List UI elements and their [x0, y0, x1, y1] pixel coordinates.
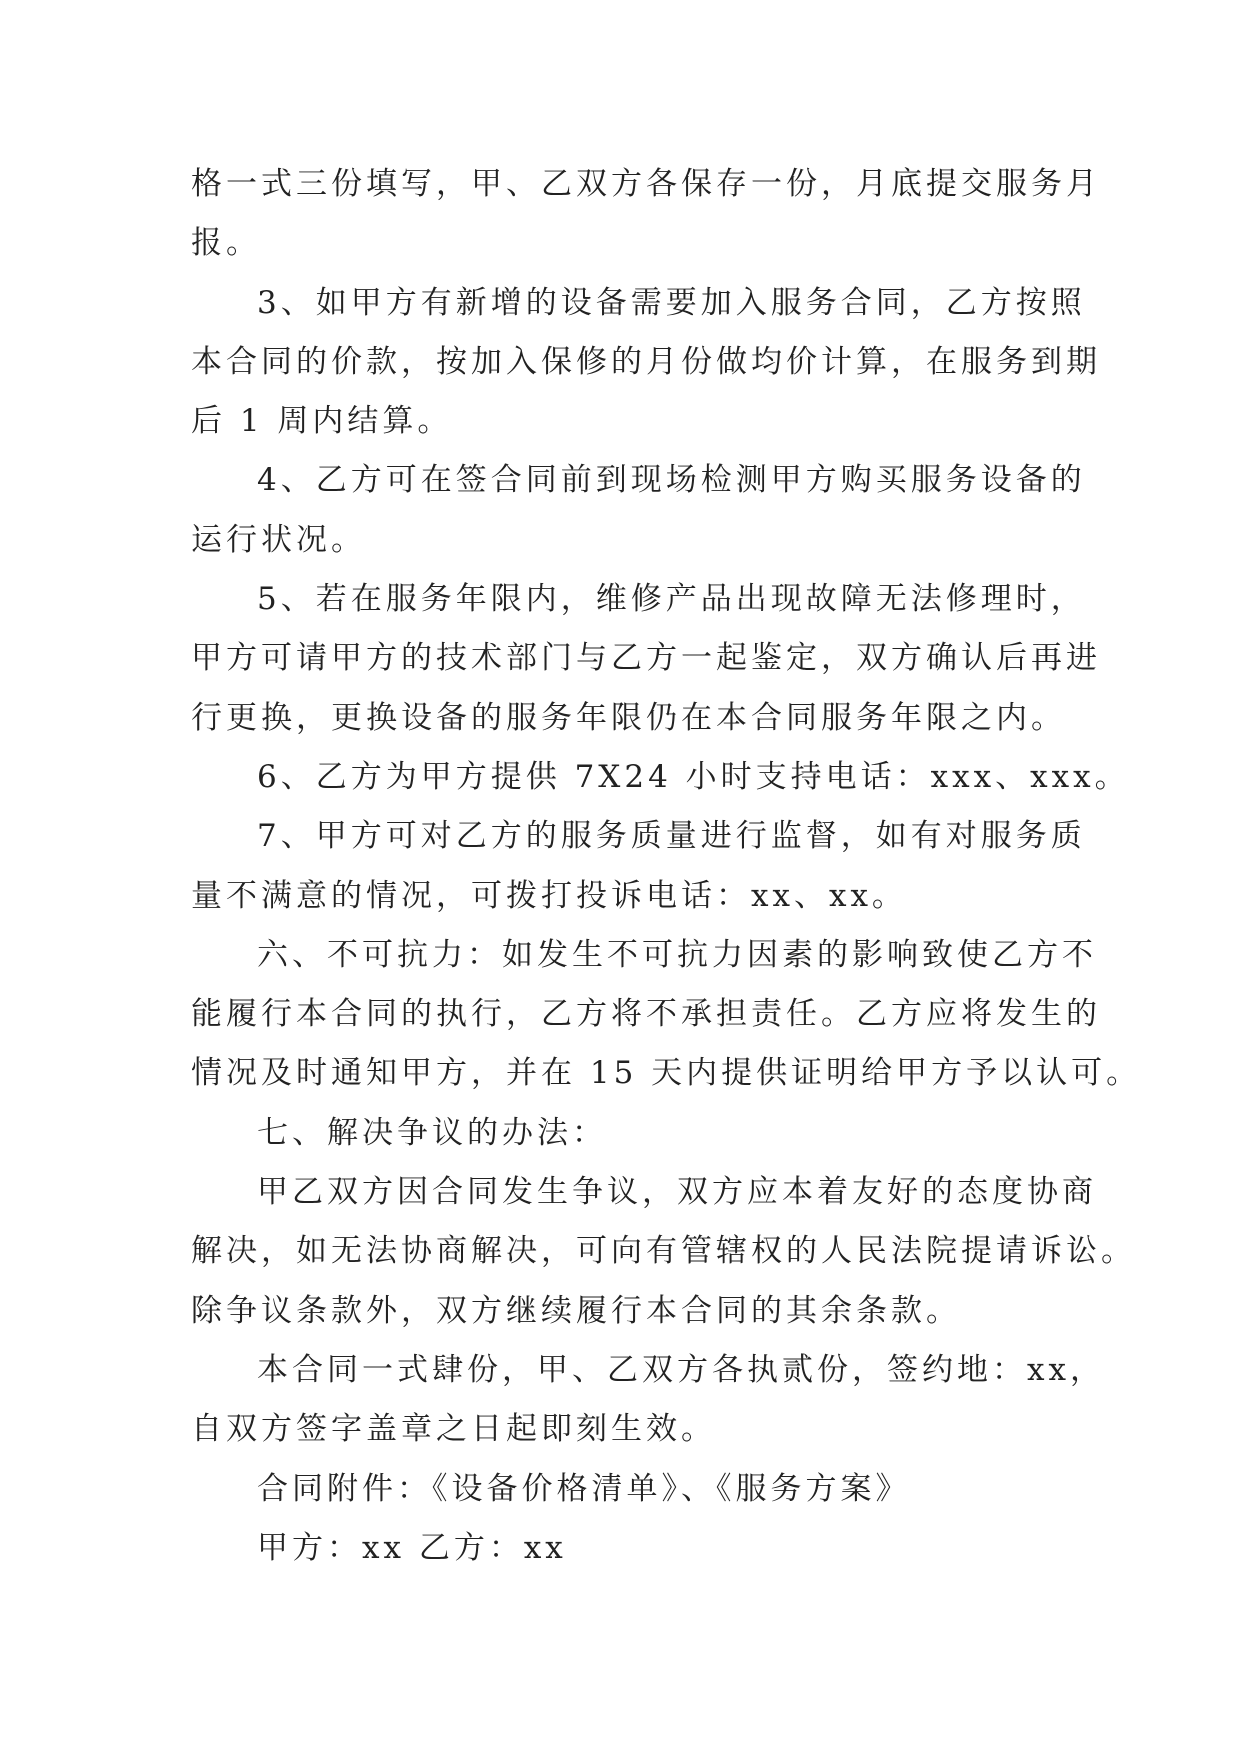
text-line: 量不满意的情况，可拨打投诉电话：xx、xx。 [191, 877, 907, 914]
paragraph-dispute-resolution [191, 1163, 1136, 1341]
text-line: 甲方可请甲方的技术部门与乙方一起鉴定，双方确认后再进 [191, 640, 1101, 677]
paragraph-clause-4 [191, 451, 1086, 570]
contract-body [191, 155, 1142, 1578]
paragraph-attachments [191, 1460, 1061, 1519]
text-line: 4、乙方可在签合同前到现场检测甲方购买服务设备的 [257, 462, 1086, 499]
text-line: 后 1 周内结算。 [191, 403, 453, 440]
text-line: 3、如甲方有新增的设备需要加入服务合同，乙方按照 [257, 284, 1086, 321]
paragraph-clause-5 [191, 570, 1101, 748]
paragraph-force-majeure [191, 926, 1142, 1104]
text-line: 甲乙双方因合同发生争议，双方应本着友好的态度协商 [257, 1174, 1097, 1211]
paragraph-clause-6 [191, 748, 1130, 807]
text-line: 格一式三份填写，甲、乙双方各保存一份，月底提交服务月 [191, 166, 1101, 202]
section-heading-dispute-resolution [191, 1104, 1061, 1163]
text-line: 六、不可抗力：如发生不可抗力因素的影响致使乙方不 [257, 936, 1097, 973]
text-line: 7、甲方可对乙方的服务质量进行监督，如有对服务质 [257, 818, 1086, 855]
text-line: 能履行本合同的执行，乙方将不承担责任。乙方应将发生的 [191, 996, 1101, 1033]
text-line: 解决，如无法协商解决，可向有管辖权的人民法院提请诉讼。 [191, 1233, 1136, 1270]
text-line: 合同附件：《设备价格清单》、《服务方案》 [257, 1470, 911, 1507]
text-line: 七、解决争议的办法： [257, 1114, 607, 1151]
text-line: 本合同的价款，按加入保修的月份做均价计算，在服务到期 [191, 343, 1101, 380]
text-line: 本合同一式肆份，甲、乙双方各执贰份，签约地：xx， [257, 1351, 1105, 1388]
text-line: 5、若在服务年限内，维修产品出现故障无法修理时， [257, 581, 1086, 618]
text-line: 6、乙方为甲方提供 7X24 小时支持电话：xxx、xxx。 [257, 758, 1130, 795]
paragraph-signatories [191, 1519, 1061, 1578]
text-line: 情况及时通知甲方，并在 15 天内提供证明给甲方予以认可。 [191, 1055, 1142, 1092]
text-line: 甲方：xx 乙方：xx [257, 1529, 567, 1566]
text-line: 报。 [191, 225, 261, 262]
paragraph-contract-copies [191, 1341, 1105, 1460]
paragraph-clause-3 [191, 274, 1101, 452]
text-line: 行更换，更换设备的服务年限仍在本合同服务年限之内。 [191, 699, 1066, 736]
text-line: 运行状况。 [191, 521, 366, 558]
text-line: 除争议条款外，双方继续履行本合同的其余条款。 [191, 1292, 961, 1329]
paragraph-copies-and-monthly-report [191, 155, 1101, 274]
text-line: 自双方签字盖章之日起即刻生效。 [191, 1411, 716, 1448]
paragraph-clause-7 [191, 807, 1086, 926]
